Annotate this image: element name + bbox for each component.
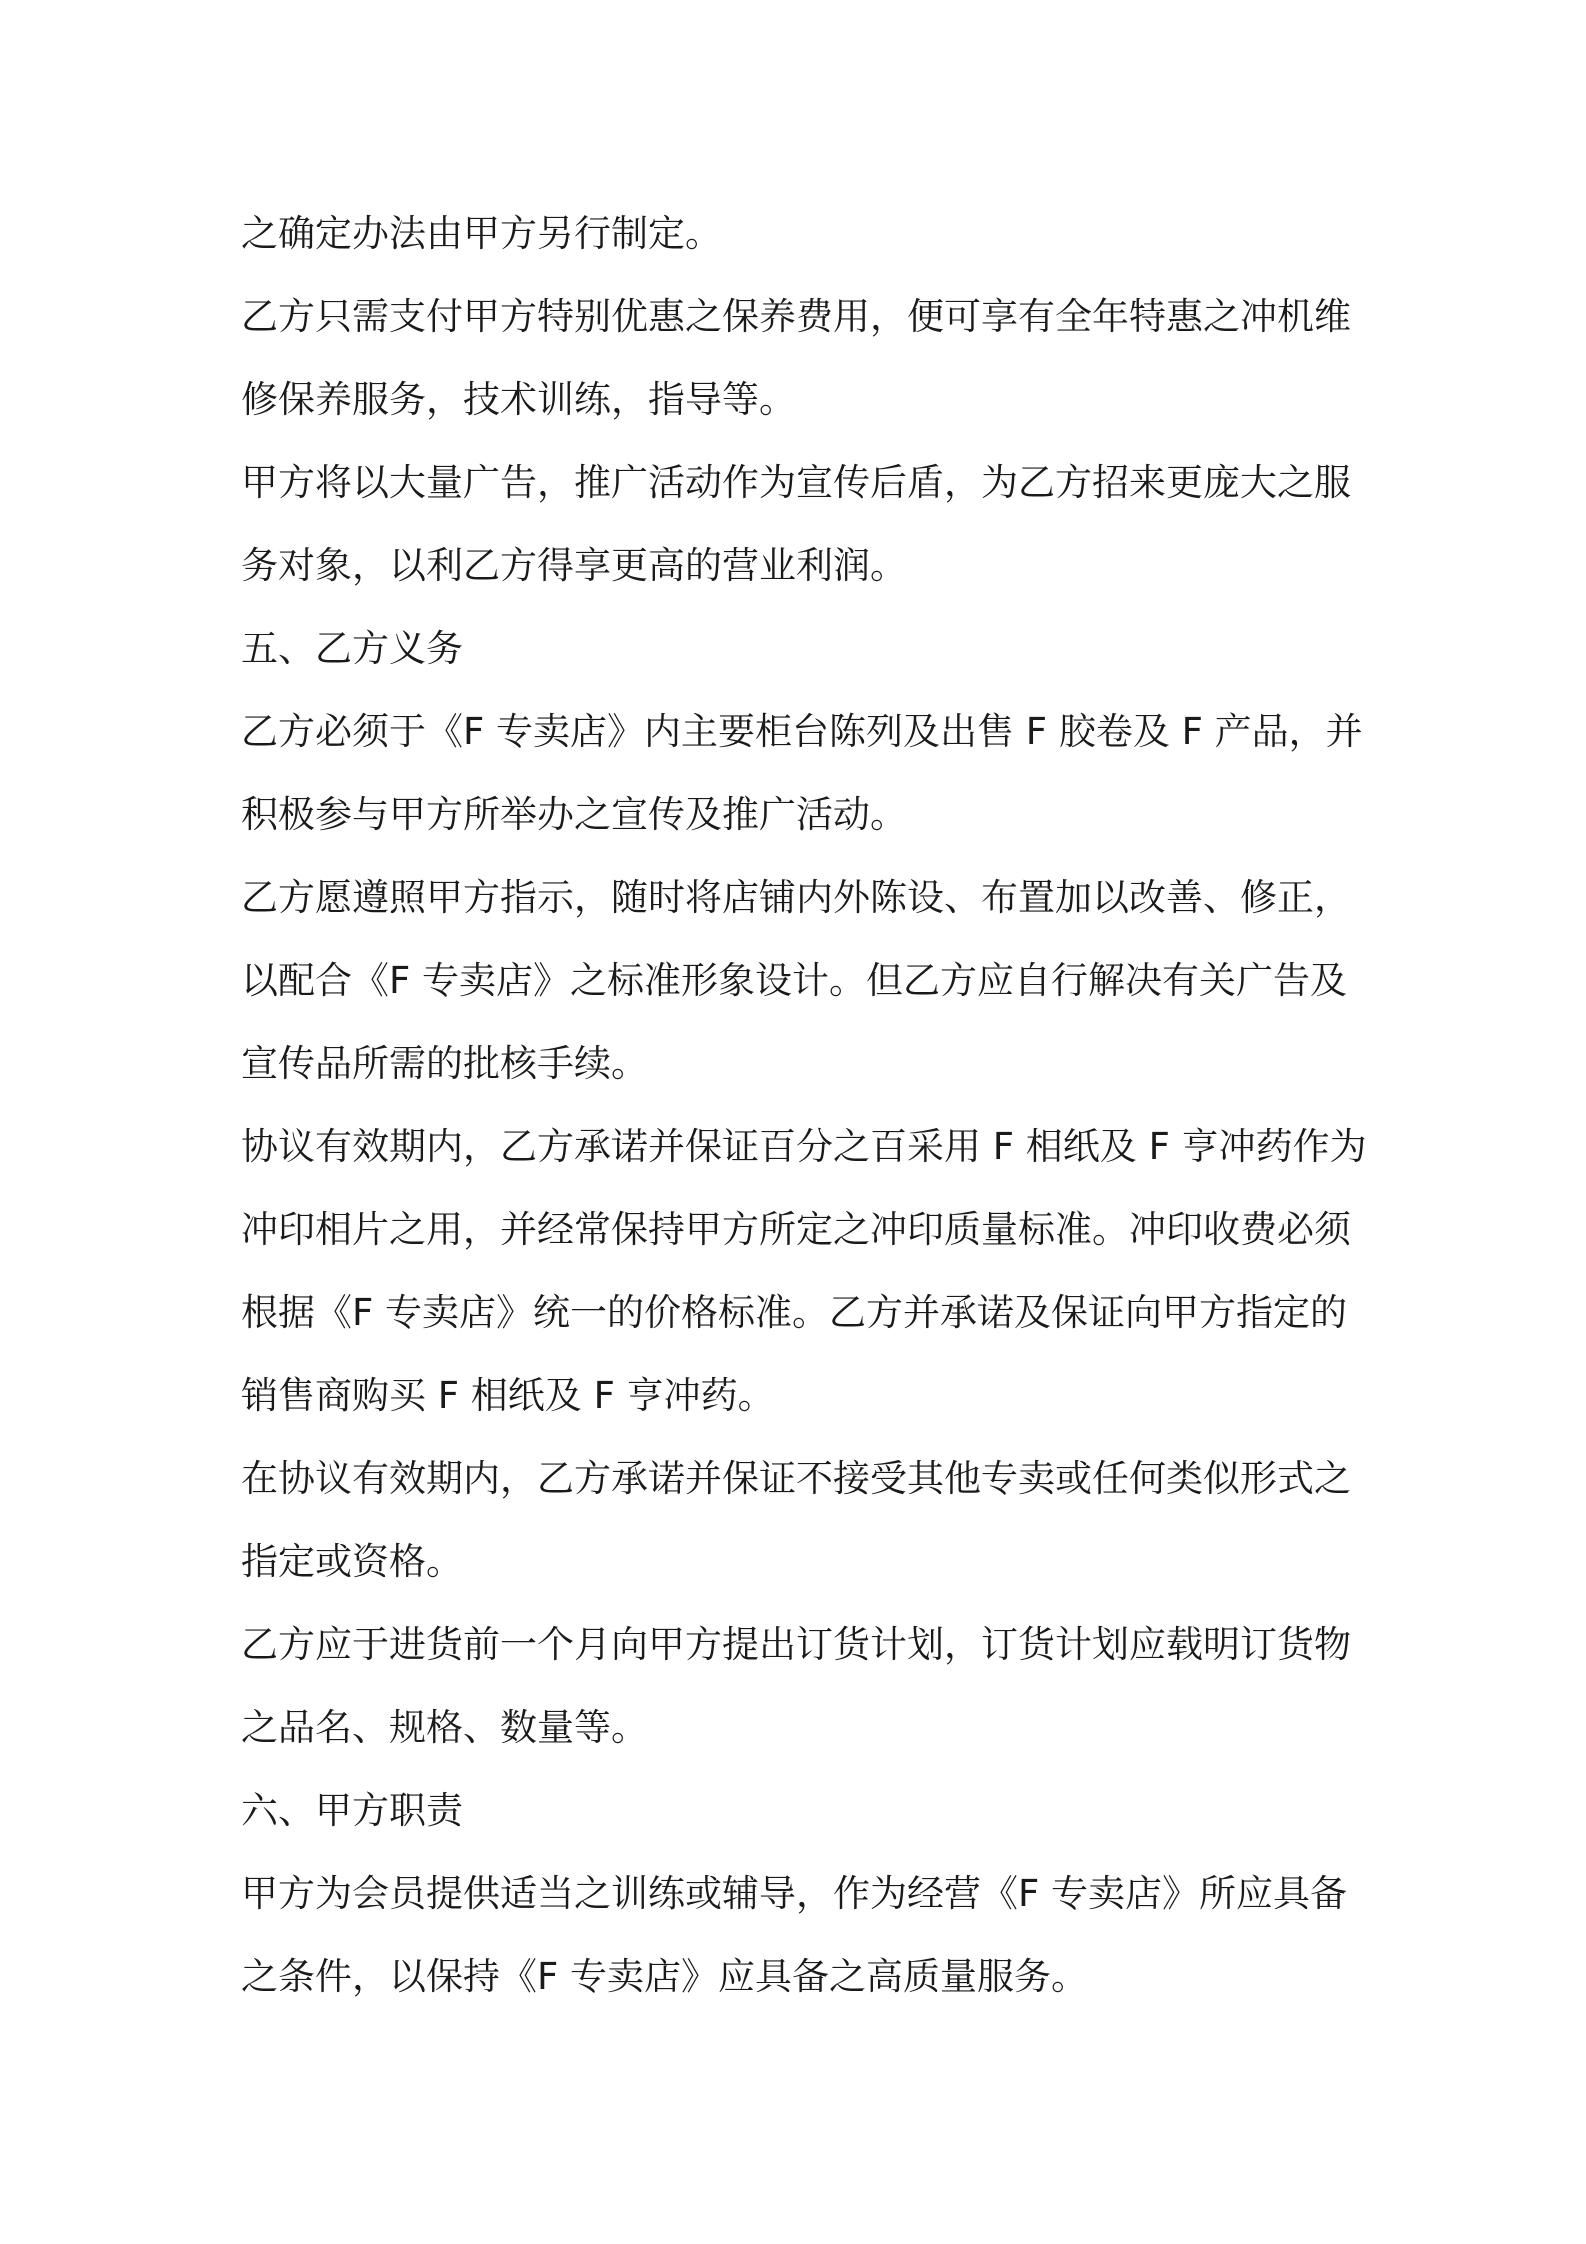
text-line: 宣传品所需的批核手续。 [241,1042,648,1085]
paragraph-7 [241,1105,1367,1437]
text-line: 甲方为会员提供适当之训练或辅导，作为经营《F 专卖店》所应具备 [241,1872,1348,1915]
text-line: 之品名、规格、数量等。 [241,1706,648,1749]
text-line: 销售商购买 F 相纸及 F 亨冲药。 [241,1374,775,1417]
text-line: 指定或资格。 [241,1540,463,1583]
text-line: 乙方只需支付甲方特别优惠之保养费用，便可享有全年特惠之冲机维 [241,295,1351,338]
text-line: 冲印相片之用，并经常保持甲方所定之冲印质量标准。冲印收费必须 [241,1208,1351,1251]
text-line: 以配合《F 专卖店》之标准形象设计。但乙方应自行解决有关广告及 [241,959,1348,1002]
section-heading-6 [241,1769,1361,1852]
text-line: 乙方必须于《F 专卖店》内主要柜台陈列及出售 F 胶卷及 F 产品，并 [241,710,1363,753]
document-body [241,192,1367,2018]
paragraph-2 [241,275,1361,441]
text-line: 甲方将以大量广告，推广活动作为宣传后盾，为乙方招来更庞大之服 [241,461,1351,504]
paragraph-3 [241,441,1361,607]
text-line: 在协议有效期内，乙方承诺并保证不接受其他专卖或任何类似形式之 [241,1457,1351,1500]
paragraph-1 [241,192,1361,275]
paragraph-6 [241,856,1361,1105]
text-line: 根据《F 专卖店》统一的价格标准。乙方并承诺及保证向甲方指定的 [241,1291,1348,1334]
heading-text: 五、乙方义务 [241,627,463,670]
text-line: 之条件，以保持《F 专卖店》应具备之高质量服务。 [241,1955,1089,1998]
text-line: 之确定办法由甲方另行制定。 [241,212,722,255]
paragraph-5 [241,690,1361,856]
text-line: 乙方应于进货前一个月向甲方提出订货计划，订货计划应载明订货物 [241,1623,1351,1666]
paragraph-9 [241,1603,1361,1769]
heading-text: 六、甲方职责 [241,1789,463,1832]
text-line: 乙方愿遵照甲方指示，随时将店铺内外陈设、布置加以改善、修正， [241,876,1351,919]
text-line: 修保养服务，技术训练，指导等。 [241,378,796,421]
text-line: 积极参与甲方所举办之宣传及推广活动。 [241,793,907,836]
text-line: 协议有效期内，乙方承诺并保证百分之百采用 F 相纸及 F 亨冲药作为 [241,1125,1367,1168]
section-heading-5 [241,607,1361,690]
paragraph-11 [241,1852,1361,2018]
text-line: 务对象，以利乙方得享更高的营业利润。 [241,544,907,587]
paragraph-8 [241,1437,1361,1603]
